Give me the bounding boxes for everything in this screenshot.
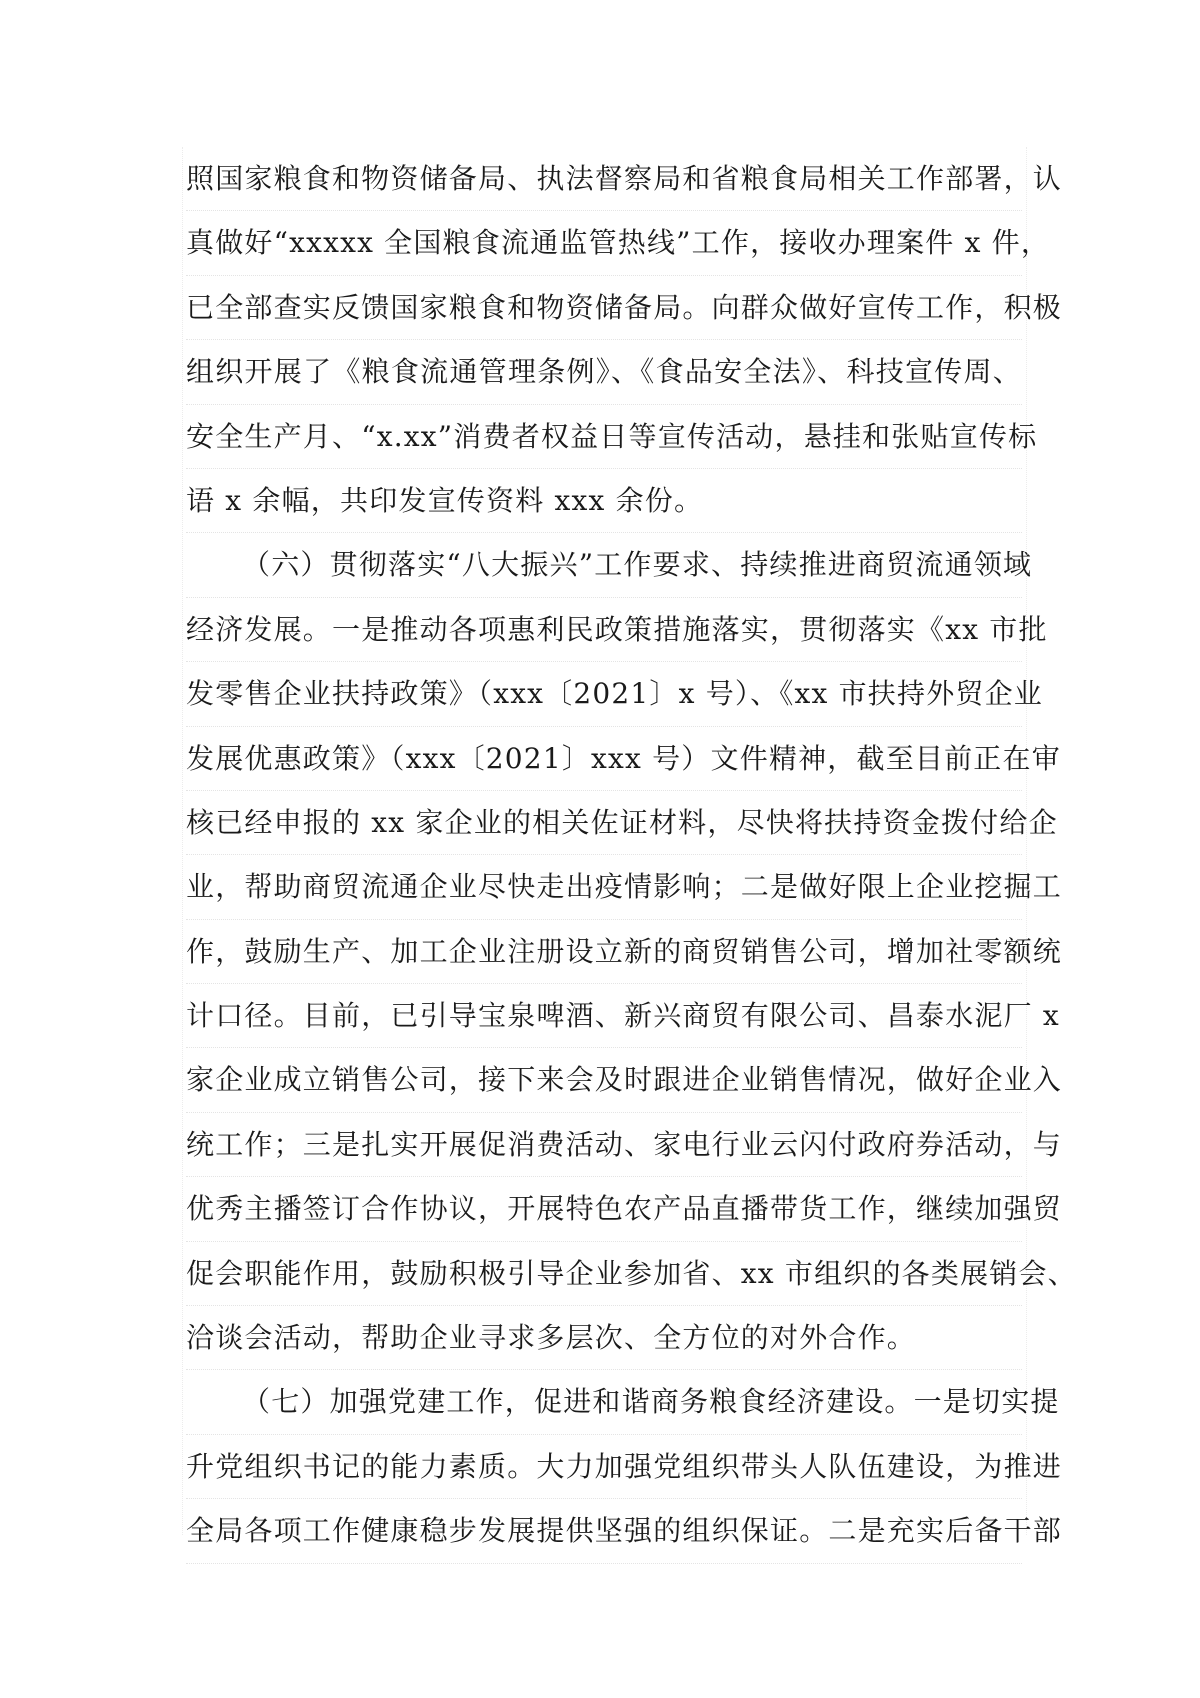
paragraph-section-seven — [186, 1370, 1063, 1563]
right-margin-guide — [1026, 147, 1027, 1535]
text-line: 家企业成立销售公司，接下来会及时跟进企业销售情况，做好企业入 — [186, 1048, 1022, 1112]
text-line: 已全部查实反馈国家粮食和物资储备局。向群众做好宣传工作，积极 — [186, 276, 1022, 340]
text-line: 语 x 余幅，共印发宣传资料 xxx 余份。 — [186, 469, 1022, 533]
section-heading-line: （七）加强党建工作，促进和谐商务粮食经济建设。一是切实提 — [186, 1370, 1022, 1434]
paragraph-section-six — [186, 533, 1077, 1370]
text-line: 业，帮助商贸流通企业尽快走出疫情影响；二是做好限上企业挖掘工 — [186, 855, 1022, 919]
text-line: 经济发展。一是推动各项惠利民政策措施落实，贯彻落实《xx 市批 — [186, 598, 1022, 662]
text-line: 作，鼓励生产、加工企业注册设立新的商贸销售公司，增加社零额统 — [186, 920, 1022, 984]
text-line: 促会职能作用，鼓励积极引导企业参加省、xx 市组织的各类展销会、 — [186, 1242, 1022, 1306]
text-line: 真做好“xxxxx 全国粮食流通监管热线”工作，接收办理案件 x 件， — [186, 211, 1022, 275]
text-line: 安全生产月、“x.xx”消费者权益日等宣传活动，悬挂和张贴宣传标 — [186, 405, 1022, 469]
document-body — [186, 147, 1077, 1564]
text-line: 照国家粮食和物资储备局、执法督察局和省粮食局相关工作部署，认 — [186, 147, 1022, 211]
text-line: 洽谈会活动，帮助企业寻求多层次、全方位的对外合作。 — [186, 1306, 1022, 1370]
text-line: 升党组织书记的能力素质。大力加强党组织带头人队伍建设，为推进 — [186, 1435, 1022, 1499]
left-margin-guide — [182, 147, 183, 1535]
text-line: 发展优惠政策》（xxx〔2021〕xxx 号）文件精神，截至目前正在审 — [186, 727, 1022, 791]
text-line: 统工作；三是扎实开展促消费活动、家电行业云闪付政府券活动，与 — [186, 1113, 1022, 1177]
text-line: 计口径。目前，已引导宝泉啤酒、新兴商贸有限公司、昌泰水泥厂 x — [186, 984, 1022, 1048]
paragraph-publicity-work — [186, 147, 1063, 533]
section-heading-line: （六）贯彻落实“八大振兴”工作要求、持续推进商贸流通领域 — [186, 533, 1022, 597]
text-line: 核已经申报的 xx 家企业的相关佐证材料，尽快将扶持资金拨付给企 — [186, 791, 1022, 855]
text-line: 发零售企业扶持政策》（xxx〔2021〕x 号）、《xx 市扶持外贸企业 — [186, 662, 1022, 726]
text-line: 组织开展了《粮食流通管理条例》、《食品安全法》、科技宣传周、 — [186, 340, 1022, 404]
text-line: 全局各项工作健康稳步发展提供坚强的组织保证。二是充实后备干部 — [186, 1499, 1022, 1563]
text-line: 优秀主播签订合作协议，开展特色农产品直播带货工作，继续加强贸 — [186, 1177, 1022, 1241]
